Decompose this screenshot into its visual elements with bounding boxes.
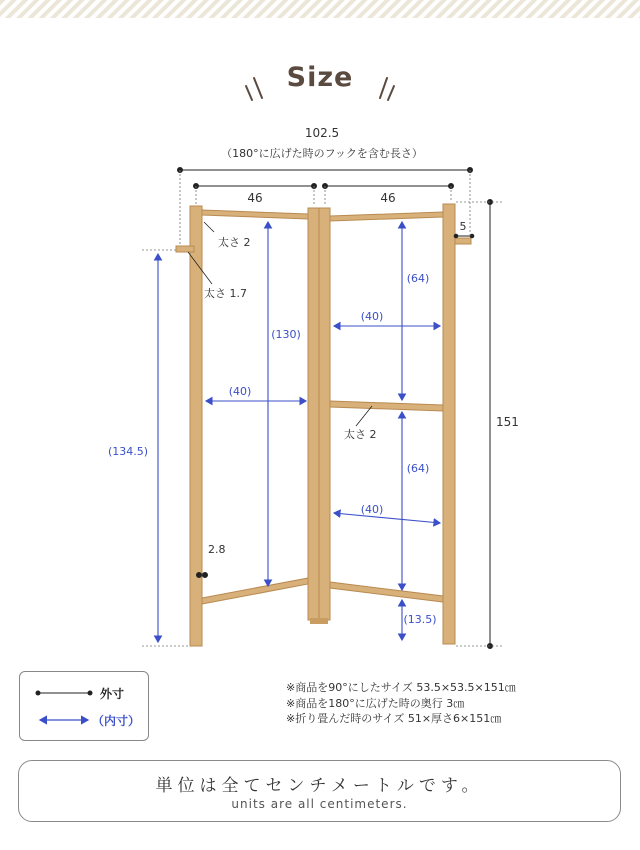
left-top-rail <box>202 210 308 219</box>
total-width-note: （180°に広げた時のフックを含む長さ） <box>221 147 423 160</box>
ladder-hanger <box>176 204 471 646</box>
left-panel-width: 46 <box>247 191 263 205</box>
right-top-rail <box>330 212 443 221</box>
title-decoration-left <box>246 78 262 100</box>
right-bottom-rail <box>330 582 443 602</box>
note-line: ※折り畳んだ時のサイズ 51×厚さ6×151㎝ <box>286 712 502 725</box>
right-hook <box>455 238 471 244</box>
left-inner-post <box>308 208 319 620</box>
left-hook <box>176 246 194 252</box>
left-inner-width-label: (40) <box>228 385 252 398</box>
right-panel-width: 46 <box>380 191 396 205</box>
hook-thickness: 太さ 1.7 <box>204 287 247 300</box>
right-bottom-gap-label: (13.5) <box>403 613 437 626</box>
legend-outer-label: 外寸 <box>100 687 125 701</box>
inner-line-swatch <box>34 715 94 725</box>
right-inner-post <box>319 208 330 620</box>
legend-inner-label: （内寸） <box>92 714 141 728</box>
right-middle-rail <box>330 401 443 411</box>
post-thickness: 2.8 <box>208 543 226 556</box>
units-japanese: 単位は全てセンチメートルです。 <box>155 776 484 796</box>
left-bottom-rail <box>202 578 308 604</box>
left-height-inner-label: (134.5) <box>107 445 149 458</box>
note-line: ※商品を90°にしたサイズ 53.5×53.5×151㎝ <box>286 681 516 694</box>
left-inner-height-label: (130) <box>271 328 301 341</box>
units-box <box>18 760 621 822</box>
total-width-value: 102.5 <box>304 126 340 140</box>
right-lower-height-label: (64) <box>406 462 430 475</box>
title-decoration-right <box>380 78 394 100</box>
left-outer-post <box>190 206 202 646</box>
rail-thickness-left: 太さ 2 <box>218 236 251 249</box>
right-upper-width-label: (40) <box>360 310 384 323</box>
right-outer-post <box>443 204 455 644</box>
rail-thickness-right: 太さ 2 <box>344 428 377 441</box>
outer-line-swatch <box>34 688 94 698</box>
height-value: 151 <box>496 415 519 429</box>
size-notes <box>286 680 516 727</box>
hook-depth-value: 5 <box>459 220 467 233</box>
title-text: Size <box>286 62 354 93</box>
legend-box <box>19 671 149 741</box>
dim-right-lower-width <box>334 513 440 523</box>
units-english: units are all centimeters. <box>231 797 408 811</box>
note-line: ※商品を180°に広げた時の奥行 3㎝ <box>286 696 465 710</box>
right-lower-width-label: (40) <box>360 503 384 516</box>
right-upper-height-label: (64) <box>406 272 430 285</box>
